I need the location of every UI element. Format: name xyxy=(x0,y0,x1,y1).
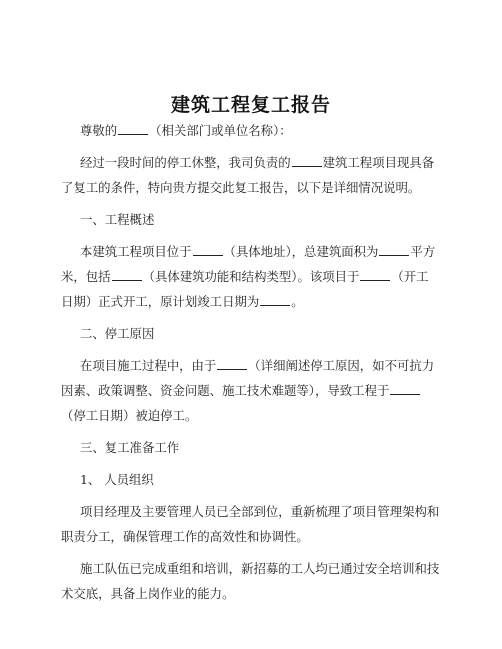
greeting-line xyxy=(80,118,464,144)
overview-line-1-c: 平方 xyxy=(410,244,436,259)
intro-line-2: 了复工的条件，特向贵方提交此复工报告，以下是详细情况说明。 xyxy=(61,180,421,195)
reason-line-1-a: 在项目施工过程中，由于 xyxy=(80,358,217,373)
crew-line-1: 施工队伍已完成重组和培训，新招募的工人均已通过安全培训和技 xyxy=(80,561,440,576)
function-blank xyxy=(112,270,142,281)
section-1-heading: 一、工程概述 xyxy=(80,212,155,227)
reason-line-1-b: （详细阐述停工原因，如不可抗力 xyxy=(248,358,435,373)
section-3-heading: 三、复工准备工作 xyxy=(80,440,180,455)
completion-date-blank xyxy=(260,295,290,306)
stop-date-blank xyxy=(390,384,420,395)
address-blank xyxy=(193,245,223,256)
overview-line-2 xyxy=(61,264,445,290)
reason-line-3: （停工日期）被迫停工。 xyxy=(61,408,198,423)
staff-line-2: 职责分工，确保管理工作的高效性和协调性。 xyxy=(61,529,309,544)
section-2-heading: 二、停工原因 xyxy=(80,326,155,341)
overview-line-3 xyxy=(61,289,445,315)
reason-line-2 xyxy=(61,378,445,404)
reason-line-1 xyxy=(80,353,464,379)
project-name-blank xyxy=(292,156,322,167)
start-date-blank xyxy=(360,270,390,281)
document-title: 建筑工程复工报告 xyxy=(170,94,331,116)
subsection-1-heading: 1、 人员组织 xyxy=(80,472,154,487)
overview-line-1 xyxy=(80,239,464,265)
crew-line-2: 术交底，具备上岗作业的能力。 xyxy=(61,586,235,601)
overview-line-2-c: （开工 xyxy=(391,269,429,284)
overview-line-1-a: 本建筑工程项目位于 xyxy=(80,244,192,259)
area-blank xyxy=(379,245,409,256)
recipient-blank xyxy=(118,124,148,135)
intro-line-1-suffix: 建筑工程项目现具备 xyxy=(322,155,435,170)
intro-line-1 xyxy=(80,150,464,176)
overview-line-2-b: （具体建筑功能和结构类型）。该项目于 xyxy=(142,269,360,284)
intro-line-1-prefix: 经过一段时间的停工休整，我司负责的 xyxy=(80,155,291,170)
overview-line-2-a: 米，包括 xyxy=(61,269,111,284)
overview-line-3-b: 。 xyxy=(291,294,304,309)
greeting-prefix: 尊敬的 xyxy=(80,123,118,138)
greeting-suffix: （相关部门或单位名称）： xyxy=(149,123,292,138)
overview-line-1-b: （具体地址），总建筑面积为 xyxy=(223,244,379,259)
staff-line-1: 项目经理及主要管理人员已全部到位，重新梳理了项目管理架构和 xyxy=(80,504,440,519)
reason-line-2-a: 因素、政策调整、资金问题、施工技术难题等），导致工程于 xyxy=(61,383,390,398)
reason-blank xyxy=(217,359,247,370)
overview-line-3-a: 日期）正式开工，原计划竣工日期为 xyxy=(61,294,260,309)
